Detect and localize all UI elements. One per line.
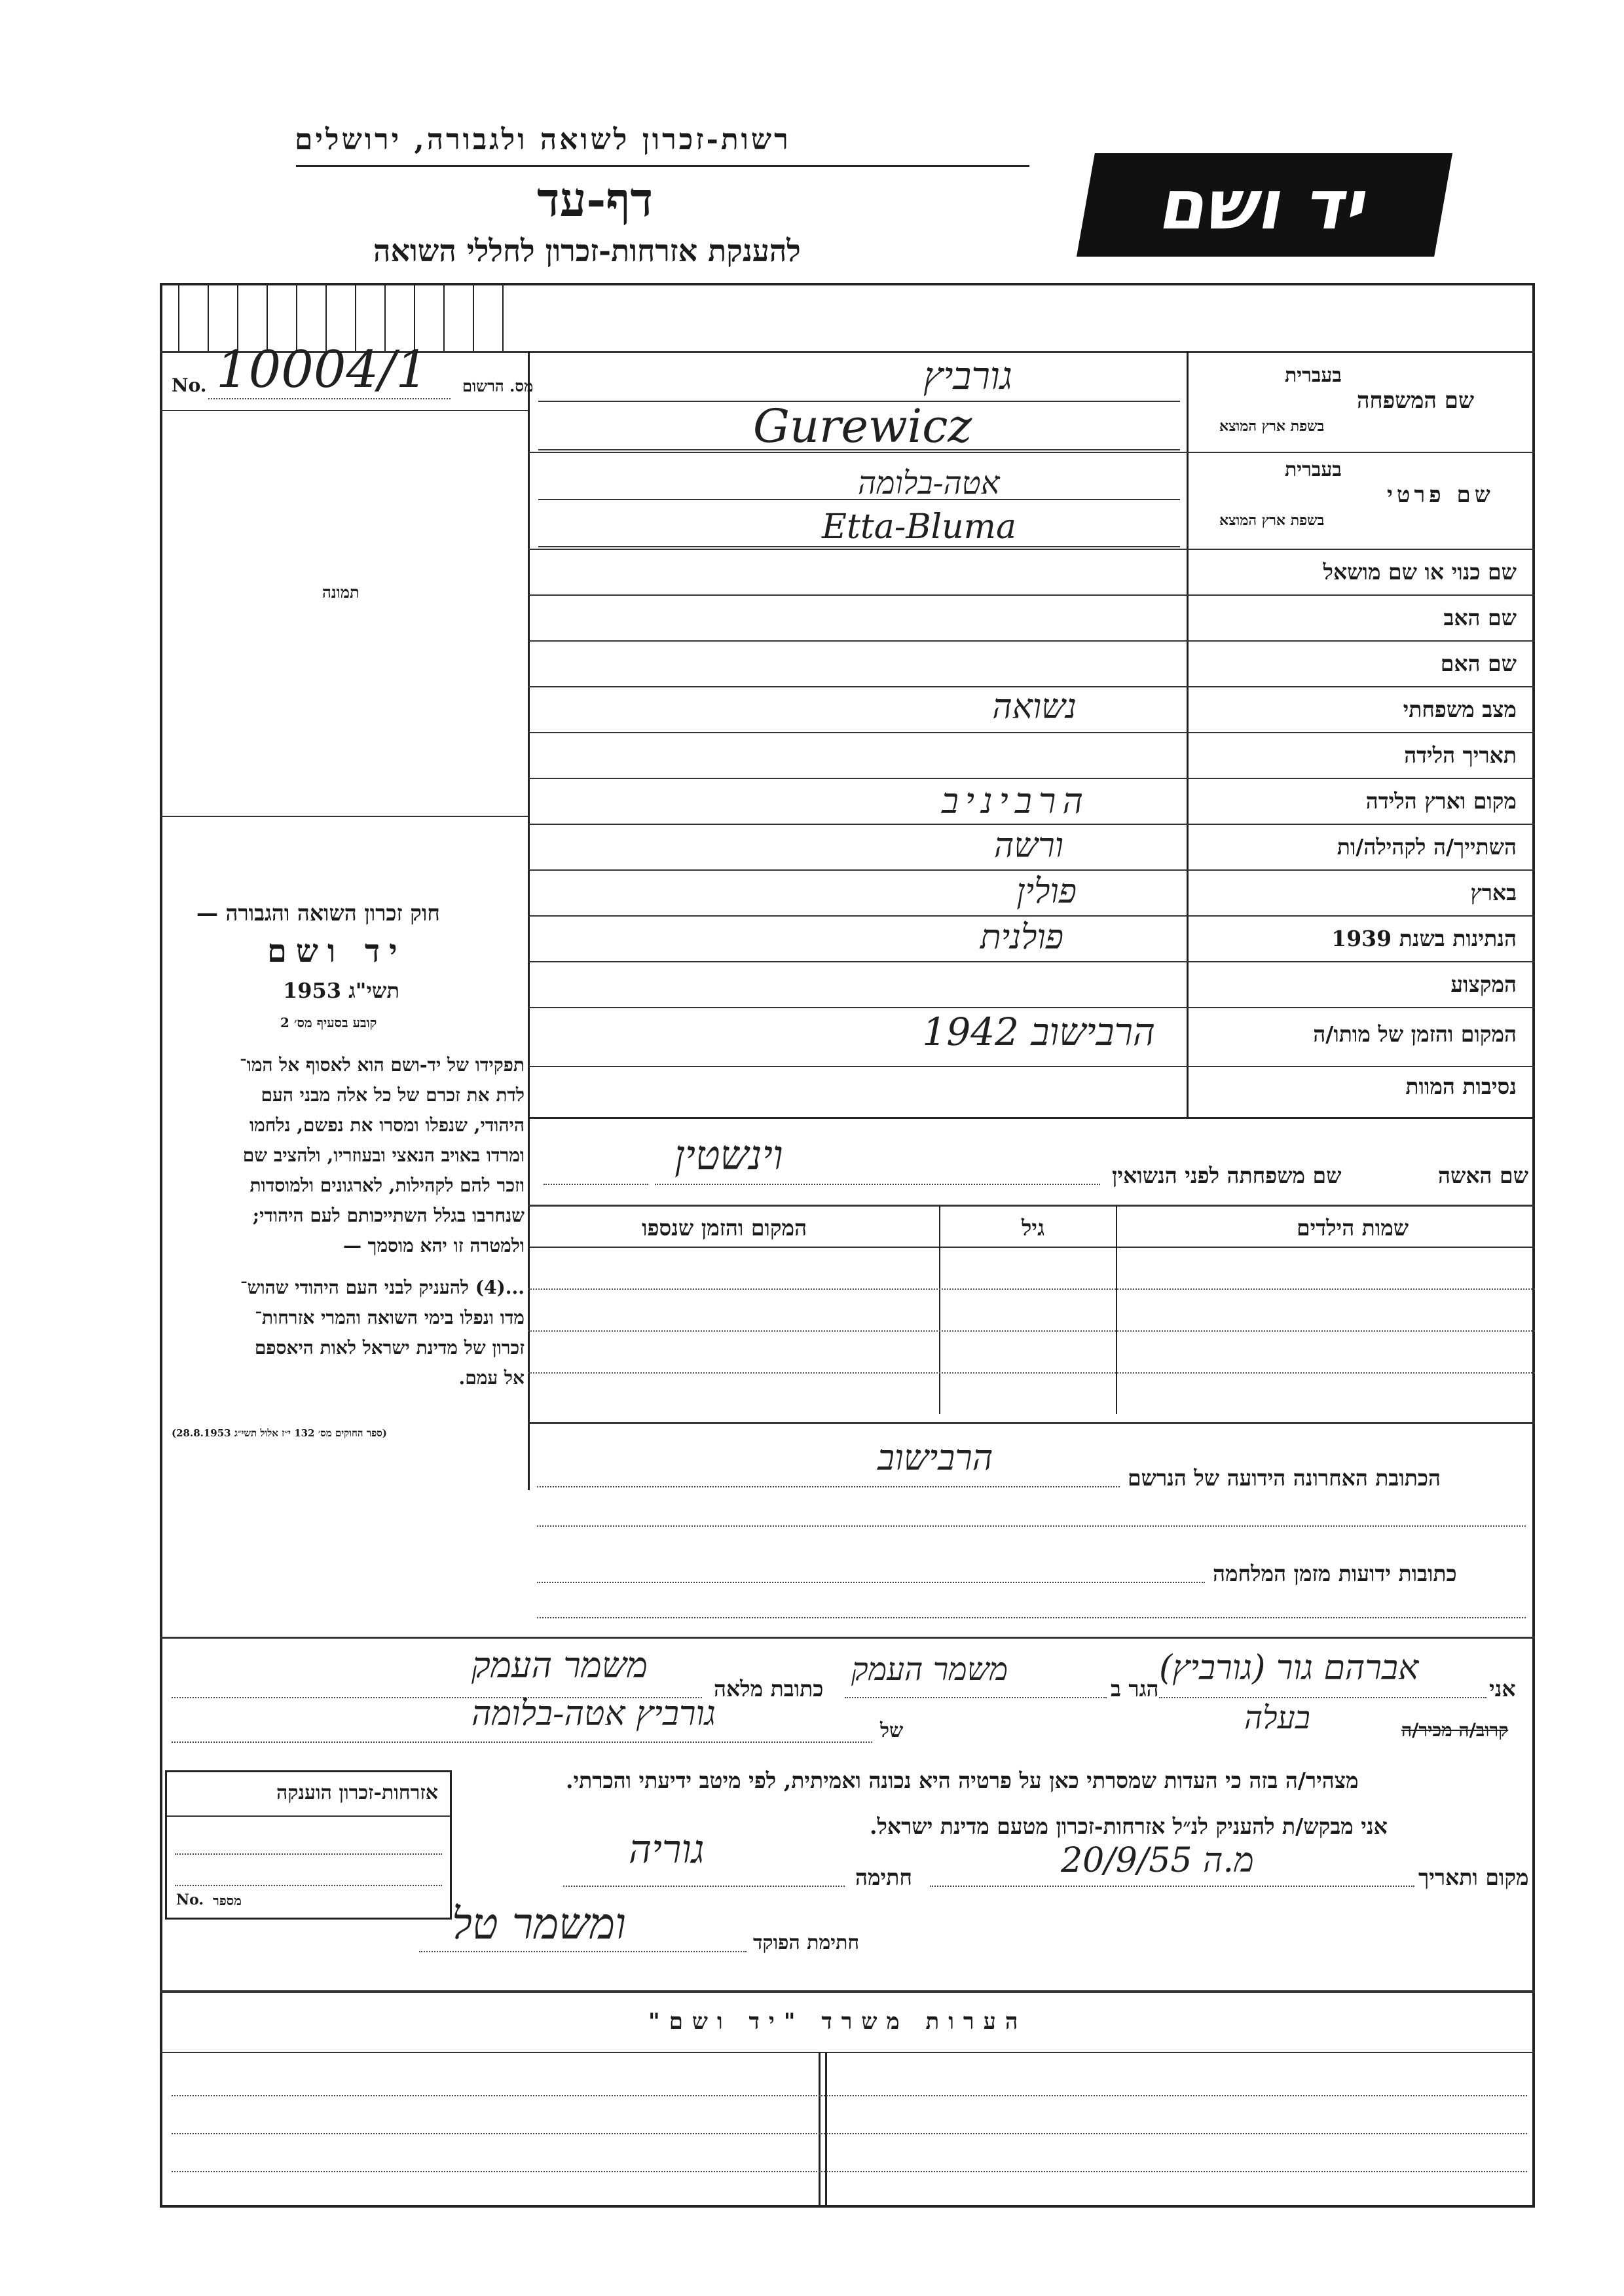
signature-label: חתימה bbox=[855, 1865, 912, 1890]
law-title: חוק זכרון השואה והגבורה — bbox=[196, 900, 440, 926]
field-label: מצב משפחתי bbox=[1403, 697, 1517, 722]
wartime-address-line-2 bbox=[537, 1617, 1526, 1618]
children-row bbox=[528, 1247, 1535, 1290]
children-header-place: המקום והזמן שנספו bbox=[642, 1215, 807, 1241]
maiden-name-label: שם משפחתה לפני הנשואין bbox=[1112, 1163, 1342, 1188]
field-value: נשואה bbox=[992, 687, 1077, 727]
wartime-address-line bbox=[537, 1582, 1205, 1583]
document-title: דף-עד bbox=[537, 172, 654, 227]
law-line: מדו ונפלו בימי השואה והמרי אזרחות־ bbox=[255, 1307, 525, 1328]
registration-label: מס. הרשום bbox=[462, 376, 534, 395]
family-name-origin-label: בשפת ארץ המוצא bbox=[1219, 418, 1325, 435]
law-year: תשי"ג 1953 bbox=[283, 978, 399, 1003]
law-line: תפקידו של יד-ושם הוא לאסוף אל המו־ bbox=[239, 1054, 525, 1076]
row-divider bbox=[528, 452, 1535, 453]
field-row bbox=[528, 778, 1535, 825]
field-row bbox=[528, 686, 1535, 733]
field-label: המקום והזמן של מותו/ה bbox=[1313, 1021, 1517, 1047]
granted-box-number-label: מספר bbox=[213, 1893, 242, 1908]
logo-text: יד ושם bbox=[1154, 165, 1375, 245]
law-line: אל עמם. bbox=[458, 1367, 525, 1389]
declaration-section-top bbox=[160, 1637, 1535, 1639]
field-value: ורשה bbox=[993, 826, 1063, 866]
field-label: בארץ bbox=[1470, 880, 1517, 905]
field-label: השתייך/ה לקהילה/ות bbox=[1337, 834, 1517, 860]
yad-vashem-logo bbox=[1077, 153, 1452, 257]
document-subtitle: להענקת אזרחות-זכרון לחללי השואה bbox=[373, 233, 801, 268]
children-row bbox=[528, 1372, 1535, 1414]
resides-value: משמר העמק bbox=[851, 1651, 1008, 1688]
last-address-line bbox=[537, 1486, 1120, 1487]
last-address-line-2 bbox=[537, 1525, 1526, 1527]
of-value: גורביץ אטה-בלומה bbox=[471, 1694, 716, 1734]
children-header-age: גיל bbox=[1022, 1215, 1044, 1241]
law-line: לדת את זכרם של כל אלה מבני העם bbox=[261, 1084, 525, 1106]
field-label: שם כנוי או שם מושאל bbox=[1323, 559, 1517, 585]
office-notes-col-divider bbox=[819, 2052, 821, 2208]
first-name-label: שם פרטי bbox=[1387, 482, 1494, 508]
office-notes-line bbox=[172, 2095, 1527, 2096]
of-line bbox=[172, 1741, 872, 1743]
declaration-line-1: מצהיר/ה בזה כי העדות שמסרתי כאן על פרטיה היא נכונה ואמיתית, לפי מיטב ידיעתי והכרתי. bbox=[566, 1768, 1359, 1793]
law-citation: (ספר החוקים מס׳ 132 י״ז אלול תשי״ג 28.8.1953) bbox=[172, 1427, 387, 1439]
field-row bbox=[528, 1007, 1535, 1067]
family-name-hebrew-label: בעברית bbox=[1285, 364, 1342, 387]
photo-divider bbox=[160, 816, 528, 817]
field-row bbox=[528, 961, 1535, 1008]
full-address-label: כתובת מלאה bbox=[714, 1676, 824, 1702]
office-notes-top bbox=[160, 1990, 1535, 1993]
resides-label: הגר ב bbox=[1111, 1676, 1159, 1702]
granted-box-no-label: No. bbox=[176, 1891, 204, 1908]
officer-signature-label: חתימת הפוקד bbox=[753, 1931, 860, 1954]
family-name-hebrew: גורביץ bbox=[923, 354, 1012, 398]
law-line: ולמטרה זו יהא מוסמך — bbox=[342, 1235, 525, 1256]
wife-label: שם האשה bbox=[1438, 1163, 1528, 1188]
field-row bbox=[528, 732, 1535, 779]
office-notes-title: הערות משרד "יד ושם" bbox=[648, 2009, 1027, 2035]
law-line: ...(4) להעניק לבני העם היהודי שהוש־ bbox=[240, 1277, 525, 1298]
first-name-origin: Etta-Bluma bbox=[822, 507, 1016, 547]
law-line: וזכר להם לקהילות, לארגונים ולמוסדות bbox=[249, 1175, 525, 1196]
place-date-value: מ.ה 20/9/55 bbox=[1061, 1841, 1254, 1880]
field-row bbox=[528, 640, 1535, 687]
office-notes-line bbox=[172, 2133, 1527, 2134]
last-address-value: הרבישוב bbox=[877, 1437, 993, 1478]
field-label: שם האם bbox=[1440, 651, 1517, 676]
office-notes-divider bbox=[160, 2052, 1535, 2053]
field-value: הרבישוב 1942 bbox=[922, 1010, 1155, 1054]
declarant-name-line bbox=[1159, 1697, 1486, 1698]
law-clause: קובע בסעיף מס׳ 2 bbox=[280, 1015, 377, 1030]
photo-label: תמונה bbox=[322, 583, 360, 602]
first-name-origin-label: בשפת ארץ המוצא bbox=[1219, 512, 1325, 529]
declarant-name: אברהם גור (גורביץ) bbox=[1159, 1649, 1419, 1688]
registration-divider bbox=[160, 410, 528, 411]
children-table-top bbox=[528, 1205, 1535, 1207]
first-name-hebrew-label: בעברית bbox=[1285, 458, 1342, 481]
field-value: פולנית bbox=[980, 918, 1063, 957]
registration-number: 10004/1 bbox=[216, 340, 429, 399]
citizenship-granted-box bbox=[165, 1770, 452, 1920]
maiden-name-value: וינשטין bbox=[674, 1131, 783, 1179]
first-name-hebrew: אטה-בלומה bbox=[858, 465, 1000, 501]
law-line: היהודי, שנפלו ומסרו את נפשם, נלחמו bbox=[249, 1114, 525, 1136]
maiden-name-line bbox=[655, 1184, 1100, 1185]
field-row bbox=[528, 1066, 1535, 1119]
field-label: תאריך הלידה bbox=[1404, 742, 1517, 768]
field-value: פולין bbox=[1016, 872, 1077, 911]
officer-signature-line bbox=[419, 1951, 747, 1952]
law-line: ומרדו באויב הנאצי ובעוזריו, ולהציב שם bbox=[242, 1144, 525, 1166]
officer-signature-value: ומשמר טל bbox=[452, 1899, 626, 1949]
of-label: של bbox=[880, 1719, 904, 1742]
last-address-label: הכתובת האחרונה הידועה של הנרשם bbox=[1128, 1465, 1441, 1491]
granted-box-title: אזרחות-זכרון הוענקה bbox=[276, 1781, 438, 1804]
field-row bbox=[528, 824, 1535, 871]
office-notes-line bbox=[172, 2171, 1527, 2172]
full-address-value: משמר העמק bbox=[471, 1645, 648, 1686]
field-label: מקום וארץ הלידה bbox=[1365, 788, 1517, 814]
children-row bbox=[528, 1288, 1535, 1332]
field-value: הרביניב bbox=[941, 780, 1090, 822]
declaration-i-label: אני bbox=[1489, 1676, 1516, 1702]
field-row bbox=[528, 594, 1535, 642]
family-name-label: שם המשפחה bbox=[1357, 388, 1475, 414]
resides-line bbox=[845, 1697, 1107, 1698]
header-underline bbox=[296, 165, 1029, 167]
place-date-line bbox=[930, 1886, 1414, 1887]
signature-value: גוריה bbox=[629, 1827, 705, 1872]
field-row bbox=[528, 915, 1535, 962]
field-label: שם האב bbox=[1443, 605, 1517, 630]
field-row bbox=[528, 549, 1535, 596]
field-label: הנתינות בשנת 1939 bbox=[1331, 926, 1517, 951]
family-name-origin: Gurewicz bbox=[753, 399, 972, 453]
place-date-label: מקום ותאריך bbox=[1418, 1865, 1529, 1890]
law-line: זכרון של מדינת ישראל לאות היאספם bbox=[254, 1337, 525, 1358]
law-line: שנחרבו בגלל השתייכותם לעם היהודי; bbox=[252, 1205, 525, 1226]
registration-no-label: No. bbox=[172, 374, 207, 396]
address-section-top bbox=[528, 1422, 1535, 1424]
law-name: יד ושם bbox=[267, 933, 407, 970]
office-notes-col-divider bbox=[825, 2052, 827, 2208]
field-row bbox=[528, 869, 1535, 917]
relation-value: בעלה bbox=[1244, 1700, 1310, 1736]
field-label: נסיבות המוות bbox=[1405, 1074, 1517, 1099]
relation-label: קרוב/ה מכיר/ה bbox=[1401, 1719, 1509, 1741]
wife-name-line bbox=[544, 1184, 648, 1185]
declaration-line-2: אני מבקש/ת להעניק לנ״ל אזרחות-זכרון מטעם מדינת ישראל. bbox=[870, 1813, 1388, 1839]
header-organization: רשות-זכרון לשואה ולגבורה, ירושלים bbox=[295, 123, 791, 156]
wartime-address-label: כתובות ידועות מזמן המלחמה bbox=[1213, 1561, 1457, 1586]
signature-line bbox=[563, 1886, 845, 1887]
children-header-names: שמות הילדים bbox=[1297, 1215, 1409, 1241]
children-row bbox=[528, 1330, 1535, 1374]
field-label: המקצוע bbox=[1450, 972, 1517, 997]
